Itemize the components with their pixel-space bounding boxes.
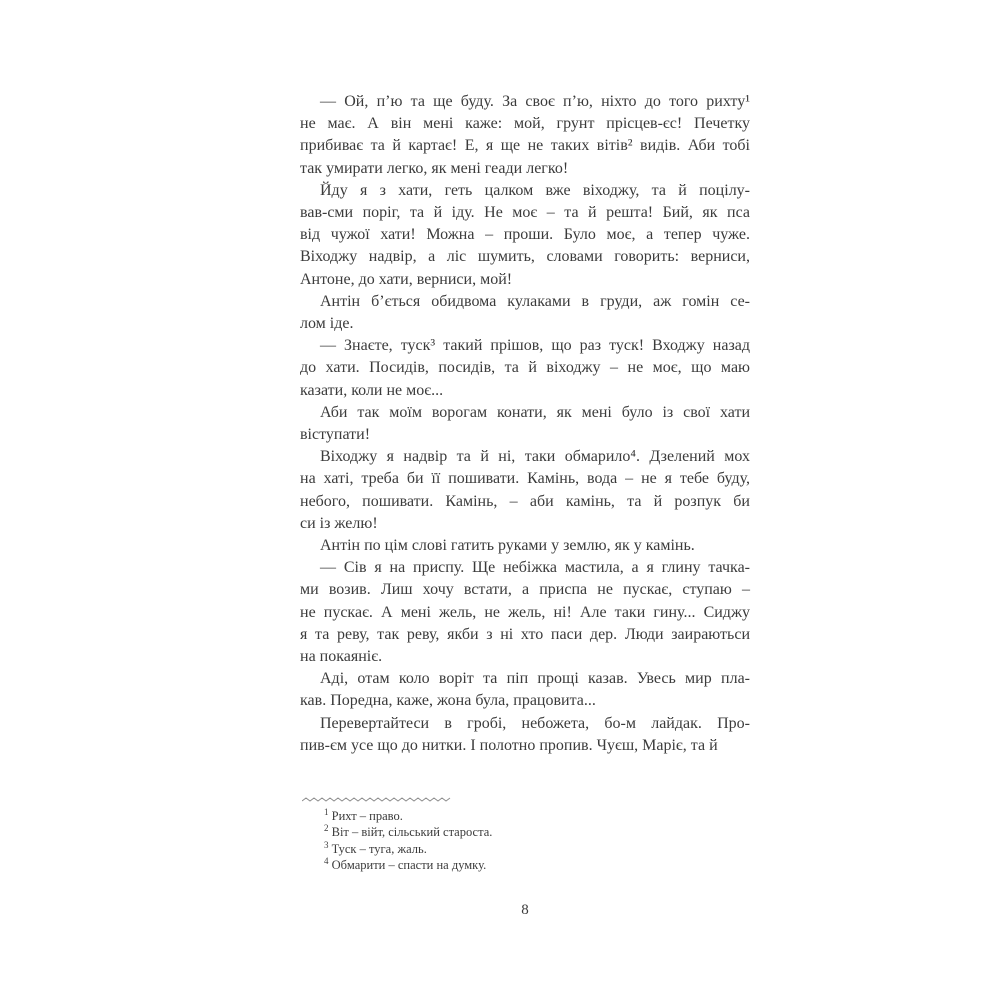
- text-line: Перевертайтеси в гробі, небожета, бо-м лайдак. Про-: [320, 714, 750, 732]
- paragraph: [300, 335, 750, 402]
- text-line: до хати. Посидів, посидів, та й віходжу – не моє, що маю: [300, 359, 750, 377]
- text-line: від чужої хати! Можна – проши. Було моє, а тепер чуже.: [300, 226, 750, 244]
- text-line: Аді, отам коло воріт та піп прощі казав. Увесь мир пла-: [320, 670, 750, 688]
- paragraph: [300, 557, 750, 668]
- footnote-item: [300, 857, 750, 873]
- text-line: я та реву, так реву, якби з ні хто паси дер. Люди заираютьси: [300, 625, 750, 643]
- text-line: лом іде.: [300, 315, 354, 333]
- footnote-marker: 1: [324, 806, 329, 817]
- footnote-text: Туск – туга, жаль.: [328, 841, 427, 856]
- text-line: віступати!: [300, 426, 371, 444]
- footnote-item: [300, 824, 750, 840]
- text-line: Віходжу я надвір та й ні, таки обмарило⁴. Дзелений мох: [320, 448, 750, 466]
- text-line: Віходжу надвір, а ліс шумить, словами говорить: верниси,: [300, 248, 750, 266]
- text-line: на покаяніє.: [300, 648, 383, 666]
- footnote-separator-wavy-line: [302, 797, 452, 803]
- text-line: Йду я з хати, геть цалком вже віходжу, та й поцілу-: [320, 181, 750, 199]
- footnote-marker: 2: [324, 823, 329, 834]
- text-line: на хаті, треба би її пошивати. Камінь, вода – не я тебе буду,: [300, 470, 750, 488]
- text-line: так умирати легко, як мені геади легко!: [300, 159, 569, 177]
- footnote-list: [300, 808, 750, 874]
- footnote-text: Віт – війт, сільський староста.: [328, 825, 493, 840]
- text-line: небого, пошивати. Камінь, – аби камінь, та й розпук би: [300, 492, 750, 510]
- text-line: Антін б’ється обидвома кулаками в груди, аж гомін се-: [320, 292, 750, 310]
- text-line: кав. Поредна, каже, жона була, працовита...: [300, 692, 596, 710]
- text-line: Антоне, до хати, верниси, мой!: [300, 270, 513, 288]
- paragraph: [300, 291, 750, 335]
- text-line: Антін по цім слові гатить руками у землю, як у камінь.: [320, 537, 695, 555]
- paragraph: [300, 446, 750, 535]
- footnote-item: [300, 808, 750, 824]
- text-line: — Знаєте, туск³ такий прішов, що раз туск! Входжу назад: [320, 337, 750, 355]
- text-line: прибиває та й картає! Е, я ще не таких вітів² видів. Аби тобі: [300, 137, 750, 155]
- footnote-text: Рихт – право.: [328, 809, 403, 823]
- text-line: пив-єм усе що до нитки. І полотно пропив. Чуєш, Маріє, та й: [300, 736, 718, 754]
- paragraph: [300, 668, 750, 712]
- text-line: Аби так моїм ворогам конати, як мені було із свої хати: [320, 403, 750, 421]
- text-line: — Сів я на приспу. Ще небіжка мастила, а я глину тачка-: [320, 559, 750, 577]
- footnote-item: [300, 841, 750, 857]
- text-line: ми возив. Лиш хочу встати, а приспа не пускає, ступаю –: [300, 581, 750, 599]
- text-line: вав-сми поріг, та й іду. Не моє – та й решта! Бий, як пса: [300, 204, 750, 222]
- body-text: [300, 91, 750, 757]
- footnote-marker: 3: [324, 839, 329, 850]
- text-line: си із желю!: [300, 514, 378, 532]
- paragraph: [300, 402, 750, 446]
- footnote-text: Обмарити – спасти на думку.: [328, 858, 487, 873]
- paragraph: [300, 91, 750, 180]
- paragraph: [300, 180, 750, 291]
- paragraph: [300, 713, 750, 757]
- paragraph: [300, 535, 750, 557]
- text-line: не має. А він мені каже: мой, грунт прісцев-єс! Печетку: [300, 115, 750, 133]
- text-line: не пускає. А мені жель, не жель, ні! Але таки гину... Сиджу: [300, 603, 750, 621]
- page-number: 8: [521, 902, 529, 918]
- footnote-marker: 4: [324, 856, 329, 867]
- text-line: казати, коли не моє...: [300, 381, 444, 399]
- footnotes-section: [300, 797, 750, 874]
- text-line: — Ой, п’ю та ще буду. За своє п’ю, ніхто до того рихту¹: [320, 93, 750, 110]
